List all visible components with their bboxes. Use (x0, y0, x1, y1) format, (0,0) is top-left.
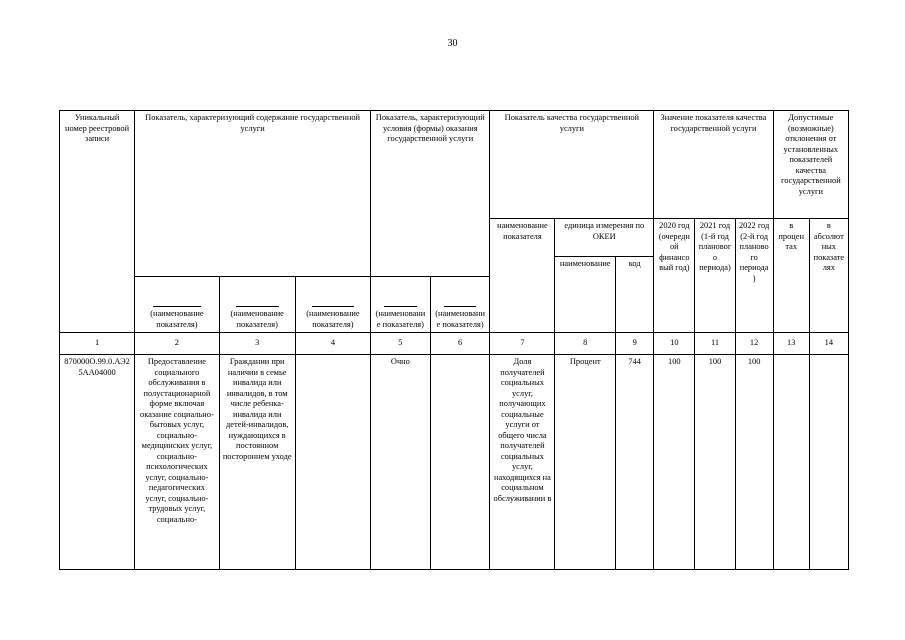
column-number: 6 (430, 333, 490, 355)
column-number: 3 (219, 333, 295, 355)
header-unit-name: наименование (555, 257, 616, 333)
column-number: 11 (695, 333, 735, 355)
header-allowed-deviations: Допустимые (возможные) отклонения от установленных показателей качества государственной услуги (773, 111, 848, 219)
column-number: 10 (654, 333, 695, 355)
header-indicator-name: наименование показателя (490, 219, 555, 333)
header-unit-okei: единица измерения по ОКЕИ (555, 219, 654, 257)
header-content-indicator: Показатель, характеризующий содержание государственной услуги (135, 111, 371, 277)
condition-indicator-2-cell (430, 355, 490, 570)
column-number: 9 (616, 333, 654, 355)
header-condition-name-1: (наименование показателя) (371, 277, 431, 333)
value-2021-cell: 100 (695, 355, 735, 570)
column-number: 4 (295, 333, 370, 355)
header-content-name-3: (наименование показателя) (295, 277, 370, 333)
header-indicator-value: Значение показателя качества государственной услуги (654, 111, 773, 219)
header-year-2020: 2020 год (очередной финансовый год) (654, 219, 695, 333)
unit-name-cell: Процент (555, 355, 616, 570)
header-content-name-1: (наименование показателя) (135, 277, 219, 333)
column-number: 14 (809, 333, 848, 355)
content-indicator-1-cell: Предоставление социального обслуживания в полустационарной форме включая оказание социально-бытовых услуг, социально-медицинских услуг, социально-психологических услуг, социально-педагогических услуг, социально-трудовых услуг, социально- (135, 355, 219, 570)
column-number: 8 (555, 333, 616, 355)
header-deviation-absolute: в абсолютных показателях (809, 219, 848, 333)
content-indicator-3-cell (295, 355, 370, 570)
page-number: 30 (447, 38, 458, 49)
column-number: 1 (60, 333, 135, 355)
quality-indicators-table (59, 110, 849, 570)
header-year-2022: 2022 год (2-й год планового периода) (735, 219, 773, 333)
table-row (60, 355, 849, 570)
value-2020-cell: 100 (654, 355, 695, 570)
column-number: 13 (773, 333, 809, 355)
condition-indicator-1-cell: Очно (371, 355, 431, 570)
header-year-2021: 2021 год (1-й год планового периода) (695, 219, 735, 333)
deviation-absolute-cell (809, 355, 848, 570)
header-deviation-percent: в процентах (773, 219, 809, 333)
column-number: 7 (490, 333, 555, 355)
quality-indicator-name-cell: Доля получателей социальных услуг, получающих социальные услуги от общего числа получателей социальных услуг, находящихся на социальном обслуживании в (490, 355, 555, 570)
deviation-percent-cell (773, 355, 809, 570)
header-content-name-2: (наименование показателя) (219, 277, 295, 333)
registry-number-cell: 870000О.99.0.АЭ25АА04000 (60, 355, 135, 570)
content-indicator-2-cell: Граждании при наличии в семье инвалида или инвалидов, в том числе ребенка-инвалида или детей-инвалидов, нуждающихся в постоянном постороннем уходе (219, 355, 295, 570)
column-number: 2 (135, 333, 219, 355)
header-unit-code: код (616, 257, 654, 333)
header-registry-number: Уникальный номер реестровой записи (60, 111, 135, 333)
header-conditions-indicator: Показатель, характеризующий условия (формы) оказания государственной услуги (371, 111, 490, 277)
column-number: 12 (735, 333, 773, 355)
value-2022-cell: 100 (735, 355, 773, 570)
unit-code-cell: 744 (616, 355, 654, 570)
column-number: 5 (371, 333, 431, 355)
header-quality-indicator: Показатель качества государственной услуги (490, 111, 654, 219)
column-numbers-row (60, 333, 849, 355)
header-condition-name-2: (наименование показателя) (430, 277, 490, 333)
